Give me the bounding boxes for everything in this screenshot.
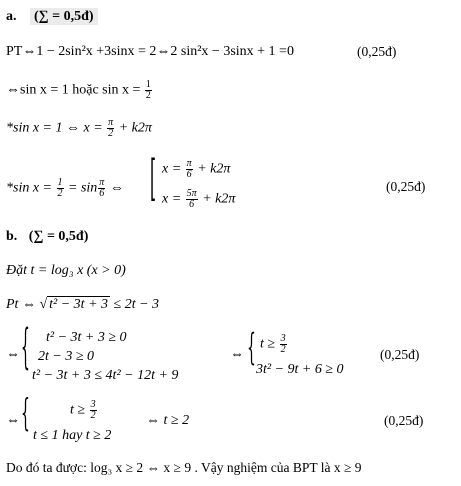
score-b1: (0,25đ) <box>380 347 420 362</box>
solution-options-text: ⇔sin x = 1 hoặc sin x = <box>6 82 141 98</box>
fraction-pi-over-2 <box>107 118 114 139</box>
x-eq: x = <box>162 191 182 207</box>
sys1-brace: { <box>21 321 30 376</box>
sys2-line1 <box>260 334 288 355</box>
period: + k2π <box>202 191 236 207</box>
fraction-pi-over-6-b <box>186 159 193 180</box>
inequality-prefix: Pt ⇔ <box>6 297 36 312</box>
x-eq: x = <box>162 161 182 177</box>
fraction-denominator: 2 <box>280 344 286 355</box>
fraction-numerator: π <box>186 158 192 169</box>
case-2-bracket: [ <box>150 152 157 209</box>
sys1-line1: t² − 3t + 3 ≥ 0 <box>46 330 127 345</box>
sys1-line3: t² − 3t + 3 ≤ 4t² − 12t + 9 <box>32 368 179 383</box>
fraction-numerator: π <box>108 117 114 128</box>
period: + k2π <box>197 161 231 177</box>
fraction-pi-over-6 <box>98 178 105 199</box>
fraction-one-half <box>145 80 152 101</box>
part-b-label: b. <box>6 229 18 244</box>
fraction-numerator: π <box>99 177 105 188</box>
sqrt-symbol: √ <box>39 297 48 312</box>
case-2-sol2 <box>162 189 235 210</box>
case-2-equiv: ⇔ <box>109 180 124 196</box>
fraction-3-over-2 <box>280 334 287 355</box>
fraction-denominator: 6 <box>99 188 105 199</box>
score-b2: (0,25đ) <box>384 413 424 428</box>
sys3-result: ⇔ t ≥ 2 <box>146 413 190 428</box>
fraction-denominator: 6 <box>186 169 192 180</box>
sys3-brace: { <box>21 393 30 437</box>
equation-transform-text: PT⇔1 − 2sin²x +3sinx = 2⇔2 sin²x − 3sinx + 1 =0 <box>6 44 294 59</box>
fraction-numerator: 1 <box>145 79 151 90</box>
conclusion: Do đó ta được: log₃ x ≥ 2 ⇔ x ≥ 9 . Vậy nghiệm của BPT là x ≥ 9 <box>6 460 362 475</box>
sys3-line1-text: t ≥ <box>70 402 86 418</box>
sys3-line1 <box>70 400 98 421</box>
case-1 <box>6 118 152 139</box>
fraction-numerator: 1 <box>57 177 63 188</box>
case-2-sol1 <box>162 159 230 180</box>
fraction-denominator: 2 <box>108 128 114 139</box>
sys3-arrow: ⇔ <box>6 413 20 428</box>
sys2-brace: { <box>247 328 256 370</box>
sys2-line1-text: t ≥ <box>260 336 276 352</box>
sys3-line2: t ≤ 1 hay t ≥ 2 <box>33 428 112 443</box>
solution-options <box>6 80 153 101</box>
fraction-numerator: 3 <box>280 333 286 344</box>
inequality <box>6 296 159 314</box>
part-b-header <box>6 228 88 246</box>
substitution: Đặt t = log₃ x (x > 0) <box>6 263 126 278</box>
part-a-points: (∑ = 0,5đ) <box>30 8 98 25</box>
part-a-label: a. <box>6 9 17 24</box>
fraction-3-over-2-b <box>90 400 97 421</box>
inequality-suffix: ≤ 2t − 3 <box>113 297 160 312</box>
fraction-denominator: 6 <box>189 199 195 210</box>
sqrt-radicand: t² − 3t + 3 <box>49 297 109 312</box>
fraction-denominator: 2 <box>90 410 96 421</box>
sys1-line2: 2t − 3 ≥ 0 <box>38 349 95 364</box>
sys1-arrow: ⇔ <box>6 347 20 362</box>
sys2-line2: 3t² − 9t + 6 ≥ 0 <box>256 362 344 377</box>
part-b-points: (∑ = 0,5đ) <box>28 229 89 244</box>
fraction-numerator: 3 <box>90 399 96 410</box>
case-2-text: *sin x = <box>6 180 52 196</box>
sys2-arrow: ⇔ <box>230 347 244 362</box>
score-a2: (0,25đ) <box>386 179 426 194</box>
fraction-denominator: 2 <box>145 90 151 101</box>
fraction-numerator: 5π <box>186 188 197 199</box>
fraction-denominator: 2 <box>57 188 63 199</box>
fraction-5pi-over-6 <box>186 189 198 210</box>
equation-transform <box>6 43 294 61</box>
score-a1: (0,25đ) <box>357 44 397 59</box>
case-1-text: *sin x = 1 ⇔ x = <box>6 120 103 136</box>
case-2 <box>6 178 124 199</box>
case-2-mid: = sin <box>68 180 98 196</box>
part-a-header <box>6 8 98 26</box>
fraction-one-half-2 <box>57 178 64 199</box>
case-1-period: + k2π <box>118 120 152 136</box>
